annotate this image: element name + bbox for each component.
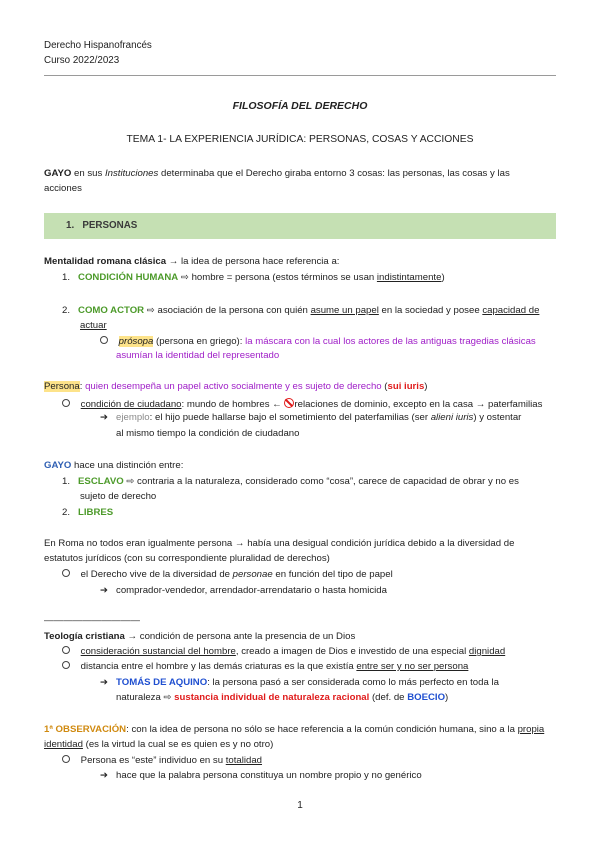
page-number: 1 <box>297 800 303 811</box>
prosopa-line: prósopa (persona en griego): la máscara con la cual los actores de las antiguas tragedias clásicas <box>100 336 536 348</box>
document-subtitle: TEMA 1- LA EXPERIENCIA JURÍDICA: PERSONAS, COSAS Y ACCIONES <box>126 134 474 145</box>
hollow-bullet-icon <box>100 336 108 344</box>
list-item-esclavo-cont: sujeto de derecho <box>80 491 157 502</box>
observacion-paragraph-cont: identidad (es la virtud la cual se es quien es y no otro) <box>44 739 274 750</box>
teologia-line: Teología cristiana → condición de persona ante la presencia de un Dios <box>44 631 356 642</box>
ejemplo-line-cont: al mismo tiempo la condición de ciudadano <box>116 428 300 439</box>
observacion-paragraph: 1ª OBSERVACIÓN: con la idea de persona no sólo se hace referencia a la común condición humana, sino a la propia <box>44 724 545 735</box>
header-course-name: Derecho Hispanofrancés <box>44 40 152 51</box>
derecho-vive-line: el Derecho vive de la diversidad de personae en función del tipo de papel <box>62 569 393 581</box>
hollow-bullet-icon <box>62 661 70 669</box>
comprador-line: ➔ comprador-vendedor, arrendador-arrendatario o hasta homicida <box>100 585 387 596</box>
persona-definition: Persona: quien desempeña un papel activo socialmente y es sujeto de derecho (sui iuris) <box>44 381 428 392</box>
ciudadano-line: condición de ciudadano: mundo de hombres ← relaciones de dominio, excepto en la casa → paterfamilias <box>62 397 542 411</box>
roma-paragraph: En Roma no todos eran igualmente persona → había una desigual condición jurídica debido a la diversidad de <box>44 538 515 549</box>
section-heading-personas: 1. PERSONAS <box>44 213 556 239</box>
list-item-esclavo: 1. ESCLAVO ⇨ contraria a la naturaleza, considerado como “cosa”, carece de capacidad de obrar y no es <box>62 476 519 487</box>
distancia-line: distancia entre el hombre y las demás criaturas es la que existía entre ser y no ser persona <box>62 661 468 673</box>
hollow-bullet-icon <box>62 399 70 407</box>
este-individuo-line: Persona es “este” individuo en su totalidad <box>62 755 262 767</box>
hollow-bullet-icon <box>62 569 70 577</box>
hollow-bullet-icon <box>62 755 70 763</box>
list-item-condicion-humana: 1. CONDICIÓN HUMANA ⇨ hombre = persona (estos términos se usan indistintamente) <box>62 272 445 283</box>
nombre-propio-line: ➔ hace que la palabra persona constituya un nombre propio y no genérico <box>100 770 422 781</box>
separator-dashes: —————————— <box>44 615 140 626</box>
consideracion-line: consideración sustancial del hombre, creado a imagen de Dios e investido de una especial dignidad <box>62 646 505 658</box>
intro-paragraph-cont: acciones <box>44 183 82 194</box>
roma-paragraph-cont: estatutos jurídicos (con su correspondiente pluralidad de derechos) <box>44 553 330 564</box>
mentalidad-line: Mentalidad romana clásica → la idea de persona hace referencia a: <box>44 256 340 267</box>
list-item-libres: 2. LIBRES <box>62 507 114 518</box>
ejemplo-line: ➔ ejemplo: el hijo puede hallarse bajo el sometimiento del paterfamilias (ser alieni iuris) y ostentar <box>100 412 522 423</box>
gayo-distincion: GAYO hace una distinción entre: <box>44 460 184 471</box>
prohibited-icon <box>284 398 294 408</box>
intro-paragraph: GAYO en sus Instituciones determinaba que el Derecho giraba entorno 3 cosas: las personas, las cosas y las <box>44 168 510 179</box>
list-item-como-actor-cont: actuar <box>80 320 107 331</box>
tomas-line-cont: naturaleza ⇨ sustancia individual de naturaleza racional (def. de BOECIO) <box>116 692 449 703</box>
header-divider <box>44 75 556 76</box>
list-item-como-actor: 2. COMO ACTOR ⇨ asociación de la persona con quién asume un papel en la sociedad y posee capacidad de <box>62 305 540 316</box>
document-title: FILOSOFÍA DEL DERECHO <box>232 100 368 112</box>
prosopa-line-cont: asumían la identidad del representado <box>116 350 280 361</box>
header-course-year: Curso 2022/2023 <box>44 55 120 66</box>
tomas-line: ➔ TOMÁS DE AQUINO: la persona pasó a ser considerada como lo más perfecto en toda la <box>100 677 499 688</box>
hollow-bullet-icon <box>62 646 70 654</box>
